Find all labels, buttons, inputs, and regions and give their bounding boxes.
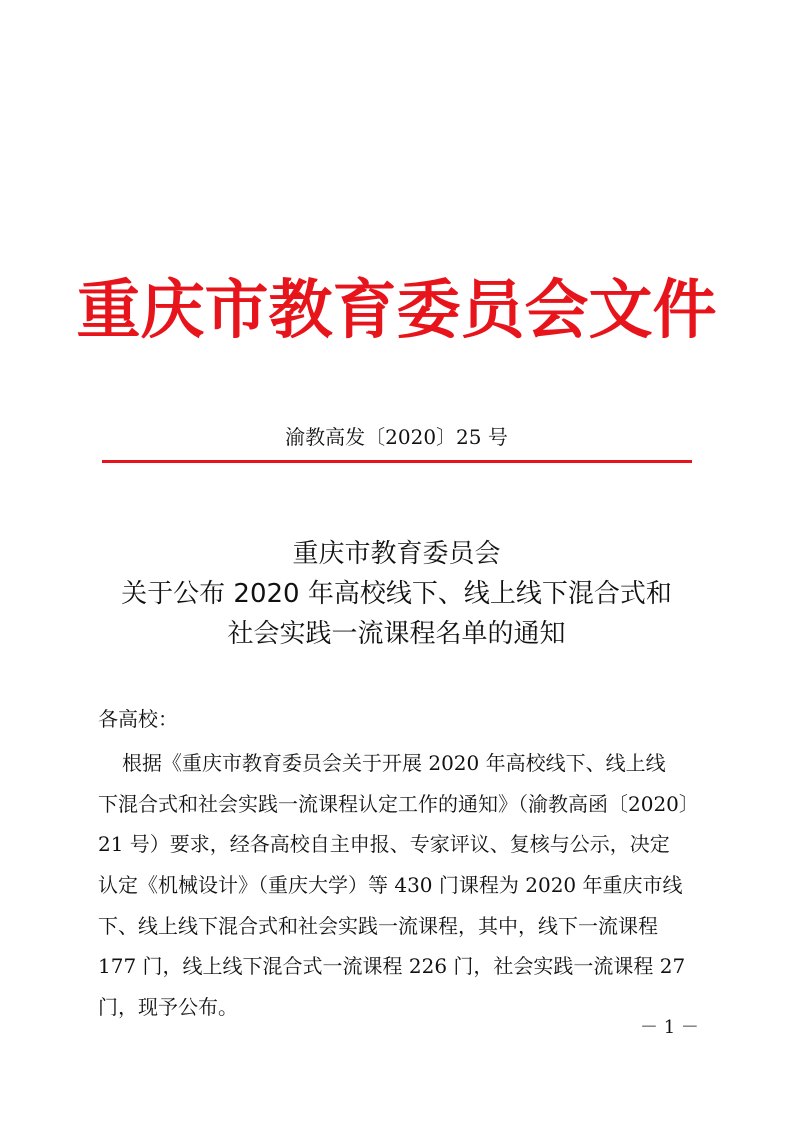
body-line: 认定《机械设计》（重庆大学）等 430 门课程为 2020 年重庆市线 (98, 873, 683, 898)
body-line: 177 门，线上线下混合式一流课程 226 门，社会实践一流课程 27 (98, 954, 686, 979)
document-header-title: 重庆市教育委员会文件 (76, 274, 717, 348)
notice-title-line: 重庆市教育委员会 (292, 539, 501, 569)
notice-title-line: 社会实践一流课程名单的通知 (227, 619, 566, 649)
notice-title (60, 534, 733, 654)
salutation: 各高校： (98, 707, 178, 731)
body-line: 下混合式和社会实践一流课程认定工作的通知》（渝教高函〔2020〕 (98, 791, 699, 816)
notice-title-line: 关于公布 2020 年高校线下、线上线下混合式和 (121, 579, 672, 609)
body-line: 21 号）要求，经各高校自主申报、专家评议、复核与公示，决定 (98, 832, 670, 857)
body-line: 门，现予公布。 (98, 995, 238, 1020)
body-line: 下、线上线下混合式和社会实践一流课程，其中，线下一流课程 (98, 913, 658, 938)
body-paragraph (98, 743, 697, 1028)
document-number: 渝教高发〔2020〕25 号 (285, 425, 508, 449)
page-number: － 1 － (640, 1017, 699, 1038)
red-divider-line (102, 460, 692, 463)
body-line: 根据《重庆市教育委员会关于开展 2020 年高校线下、线上线 (122, 751, 666, 775)
